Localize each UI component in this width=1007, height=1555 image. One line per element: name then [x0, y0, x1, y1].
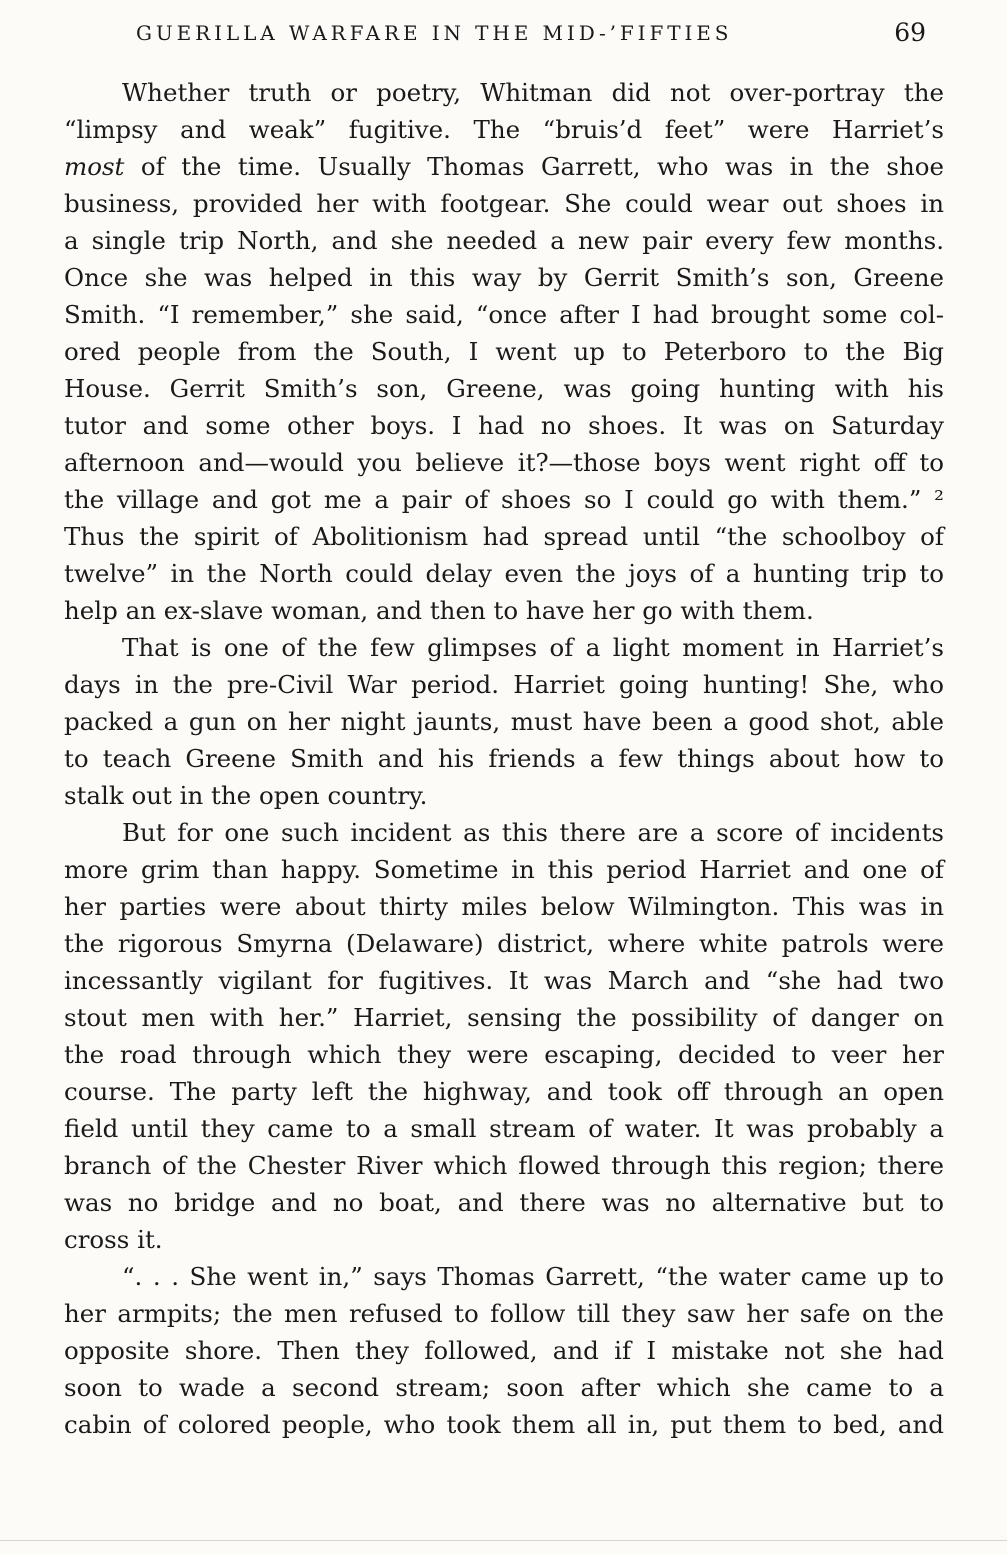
text-line: House. Gerrit Smith’s son, Greene, was going hunting with his	[64, 374, 944, 403]
text-line-rest: of the time. Usually Thomas Garrett, who was in the shoe	[124, 152, 944, 181]
text-line: “. . . She went in,” says Thomas Garrett, “the water came up to	[122, 1262, 944, 1291]
text-line: ored people from the South, I went up to Peterboro to the Big	[64, 337, 944, 366]
text-line: afternoon and—would you believe it?—those boys went right off to	[64, 448, 944, 477]
text-line: more grim than happy. Sometime in this period Harriet and one of	[64, 855, 944, 884]
text-line: a single trip North, and she needed a new pair every few months.	[64, 226, 944, 255]
running-head	[136, 18, 926, 58]
text-line: branch of the Chester River which flowed through this region; there	[64, 1151, 944, 1180]
text-line: field until they came to a small stream of water. It was probably a	[64, 1114, 944, 1143]
text-line: opposite shore. Then they followed, and if I mistake not she had	[64, 1336, 944, 1365]
text-line: That is one of the few glimpses of a light moment in Harriet’s	[122, 633, 944, 662]
text-line: days in the pre-Civil War period. Harriet going hunting! She, who	[64, 670, 944, 699]
text-line: help an ex-slave woman, and then to have her go with them.	[64, 596, 814, 625]
text-line: was no bridge and no boat, and there was no alternative but to	[64, 1188, 944, 1217]
text-line: Thus the spirit of Abolitionism had spread until “the schoolboy of	[64, 522, 944, 551]
text-line: incessantly vigilant for fugitives. It was March and “she had two	[64, 966, 944, 995]
text-line: stout men with her.” Harriet, sensing the possibility of danger on	[64, 1003, 944, 1032]
text-line: Whether truth or poetry, Whitman did not over-portray the	[122, 78, 944, 107]
text-line: the rigorous Smyrna (Delaware) district, where white patrols were	[64, 929, 944, 958]
text-line: cabin of colored people, who took them all in, put them to bed, and	[64, 1410, 944, 1439]
text-line: course. The party left the highway, and took off through an open	[64, 1077, 944, 1106]
body-text	[64, 75, 944, 1475]
text-line: stalk out in the open country.	[64, 781, 428, 810]
page-number: 69	[894, 18, 926, 47]
text-line: packed a gun on her night jaunts, must have been a good shot, able	[64, 707, 944, 736]
text-line: the road through which they were escaping, decided to veer her	[64, 1040, 944, 1069]
text-line: soon to wade a second stream; soon after which she came to a	[64, 1373, 944, 1402]
text-line: the village and got me a pair of shoes so I could go with them.” ²	[64, 485, 944, 514]
text-line: twelve” in the North could delay even the joys of a hunting trip to	[64, 559, 944, 588]
text-line: business, provided her with footgear. She could wear out shoes in	[64, 189, 944, 218]
text-line: her armpits; the men refused to follow till they saw her safe on the	[64, 1299, 944, 1328]
text-line: “limpsy and weak” fugitive. The “bruis’d feet” were Harriet’s	[64, 115, 944, 144]
text-line: tutor and some other boys. I had no shoes. It was on Saturday	[64, 411, 944, 440]
text-line: her parties were about thirty miles below Wilmington. This was in	[64, 892, 944, 921]
text-line: cross it.	[64, 1225, 163, 1254]
italic-word: most	[64, 152, 125, 181]
page-edge-shadow	[0, 1540, 1007, 1541]
text-line	[64, 149, 944, 185]
text-line: Once she was helped in this way by Gerrit Smith’s son, Greene	[64, 263, 944, 292]
text-line: to teach Greene Smith and his friends a few things about how to	[64, 744, 944, 773]
running-title: GUERILLA WARFARE IN THE MID-’FIFTIES	[136, 21, 733, 45]
text-line: But for one such incident as this there are a score of incidents	[122, 818, 944, 847]
text-line: Smith. “I remember,” she said, “once after I had brought some col-	[64, 300, 944, 329]
